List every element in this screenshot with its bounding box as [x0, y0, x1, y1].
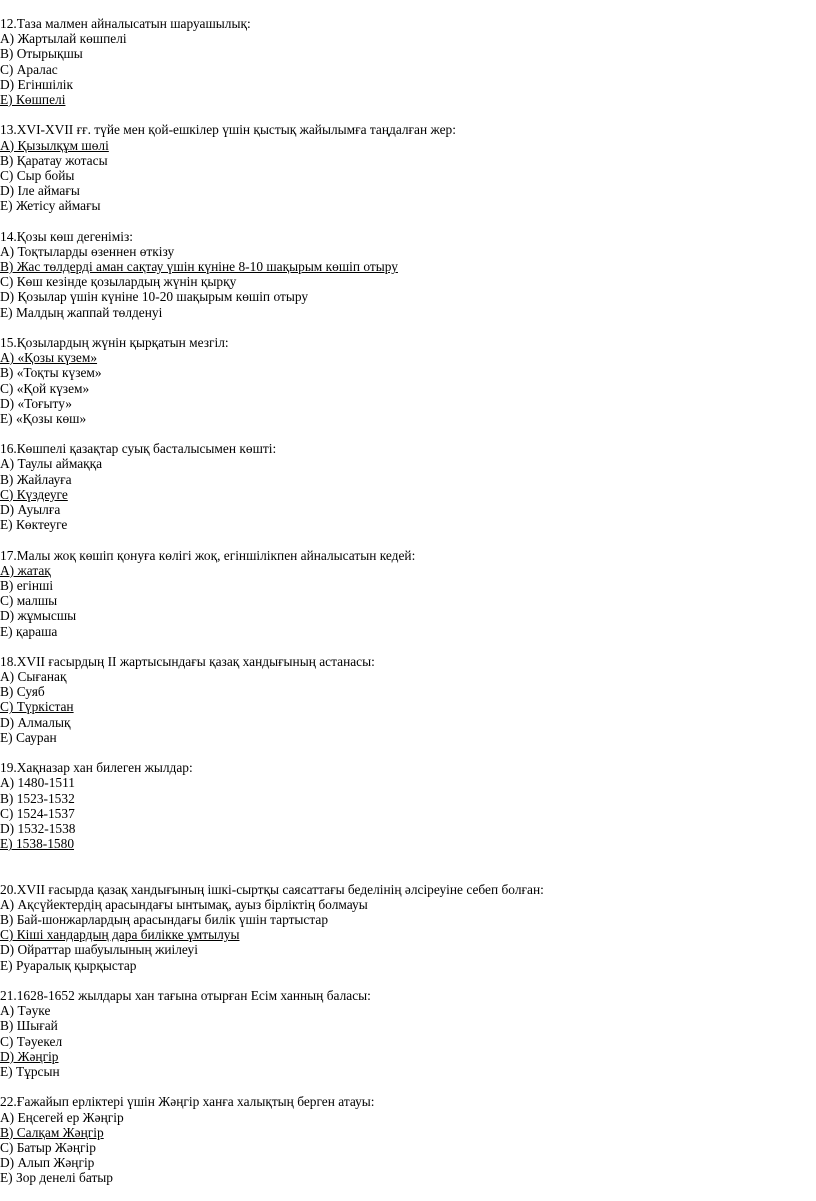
question-title: 13.XVI-XVII ғғ. түйе мен қой-ешкілер үшін қыстық жайылымға таңдалған жер: — [0, 122, 456, 138]
answer-option: E) Тұрсын — [0, 1063, 60, 1079]
question-14 — [0, 229, 816, 320]
answer-option: C) Батыр Жәңгір — [0, 1139, 96, 1155]
answer-option: B) Жас төлдерді аман сақтау үшін күніне 8-10 шақырым көшіп отыру — [0, 259, 398, 274]
question-title: 16.Көшпелі қазақтар суық басталысымен көшті: — [0, 441, 277, 457]
answer-option: D) Алып Жәңгір — [0, 1155, 95, 1171]
answer-option: E) Көшпелі — [0, 91, 66, 107]
answer-option: E) қараша — [0, 623, 58, 639]
answer-option: C) Аралас — [0, 61, 58, 77]
answer-option: D) Алмалық — [0, 714, 71, 730]
answer-option: D) Ойраттар шабуылының жиілеуі — [0, 942, 198, 958]
answer-option: B) егінші — [0, 577, 54, 593]
question-22 — [0, 1094, 816, 1185]
question-title: 12.Таза малмен айналысатын шаруашылық: — [0, 16, 251, 31]
question-13 — [0, 122, 816, 213]
answer-option: A) жатақ — [0, 562, 51, 578]
answer-option: B) Салқам Жәңгір — [0, 1124, 104, 1140]
answer-option: E) Зор денелі батыр — [0, 1170, 114, 1186]
answer-option: D) Ауылға — [0, 502, 61, 517]
answer-option: E) Руаралық қырқыстар — [0, 957, 137, 973]
answer-option: A) Еңсегей ер Жәңгір — [0, 1109, 124, 1125]
question-17 — [0, 548, 816, 639]
answer-option: A) Тоқтыларды өзеннен өткізу — [0, 243, 175, 259]
answer-option: B) Суяб — [0, 684, 45, 700]
question-title: 21.1628-1652 жылдары хан тағына отырған Есім ханның баласы: — [0, 988, 371, 1004]
question-21 — [0, 988, 816, 1079]
question-title: 17.Малы жоқ көшіп қонуға көлігі жоқ, егіншілікпен айналысатын кедей: — [0, 547, 416, 563]
answer-option: D) Егіншілік — [0, 76, 73, 92]
answer-option: B) 1523-1532 — [0, 790, 75, 806]
answer-option: A) Қызылқұм шөлі — [0, 137, 109, 153]
answer-option: D) «Тоғыту» — [0, 395, 72, 411]
answer-option: B) Бай-шонжарлардың арасындағы билік үшін тартыстар — [0, 912, 329, 928]
answer-option: D) жұмысшы — [0, 608, 77, 624]
question-title: 22.Ғажайып ерліктері үшін Жәңгір ханға халықтың берген атауы: — [0, 1094, 375, 1110]
question-15 — [0, 335, 816, 426]
question-19 — [0, 760, 816, 851]
answer-option: D) Іле аймағы — [0, 183, 80, 199]
answer-option: E) Көктеуге — [0, 517, 68, 533]
answer-option: E) Малдың жаппай төлденуі — [0, 304, 163, 320]
question-18 — [0, 654, 816, 745]
answer-option: C) 1524-1537 — [0, 805, 75, 821]
answer-option: C) Күздеуге — [0, 486, 68, 502]
answer-option: C) Көш кезінде қозылардың жүнін қырқу — [0, 274, 237, 290]
answer-option: B) Жайлауға — [0, 471, 72, 487]
document-page — [0, 16, 816, 1201]
question-16 — [0, 441, 816, 532]
answer-option: A) Ақсүйектердің арасындағы ынтымақ, ауыз бірліктің болмауы — [0, 896, 368, 912]
answer-option: D) Қозылар үшін күніне 10-20 шақырым көшіп отыру — [0, 289, 309, 305]
answer-option: A) Тәуке — [0, 1003, 51, 1019]
answer-option: B) Шығай — [0, 1018, 58, 1034]
question-12 — [0, 16, 816, 107]
question-title: 20.XVII ғасырда қазақ хандығының ішкі-сыртқы саясаттағы беделінің әлсіреуіне себеп болған: — [0, 881, 544, 897]
question-20 — [0, 882, 816, 973]
answer-option: C) Кіші хандардың дара билікке ұмтылуы — [0, 927, 240, 943]
question-title: 19.Хақназар хан билеген жылдар: — [0, 760, 193, 776]
answer-option: C) Түркістан — [0, 699, 74, 715]
question-title: 15.Қозылардың жүнін қырқатын мезгіл: — [0, 334, 229, 350]
answer-option: A) 1480-1511 — [0, 775, 76, 791]
answer-option: D) Жәңгір — [0, 1048, 59, 1064]
answer-option: C) малшы — [0, 593, 58, 609]
answer-option: C) «Қой күзем» — [0, 380, 90, 396]
answer-option: C) Сыр бойы — [0, 167, 75, 183]
answer-option: A) Таулы аймаққа — [0, 456, 103, 472]
answer-option: B) Отырықшы — [0, 46, 83, 62]
answer-option: A) «Қозы күзем» — [0, 350, 98, 366]
answer-option: E) Сауран — [0, 729, 57, 745]
question-title: 18.XVII ғасырдың ІІ жартысындағы қазақ хандығының астанасы: — [0, 653, 375, 669]
answer-option: A) Жартылай көшпелі — [0, 31, 127, 47]
answer-option: C) Тәуекел — [0, 1033, 63, 1049]
answer-option: E) Жетісу аймағы — [0, 198, 101, 214]
answer-option: B) Қаратау жотасы — [0, 152, 108, 168]
answer-option: E) «Қозы көш» — [0, 410, 87, 426]
answer-option: D) 1532-1538 — [0, 820, 76, 836]
answer-option: B) «Тоқты күзем» — [0, 365, 102, 381]
answer-option: A) Сығанақ — [0, 669, 67, 685]
question-title: 14.Қозы көш дегеніміз: — [0, 228, 133, 244]
answer-option: E) 1538-1580 — [0, 836, 75, 852]
